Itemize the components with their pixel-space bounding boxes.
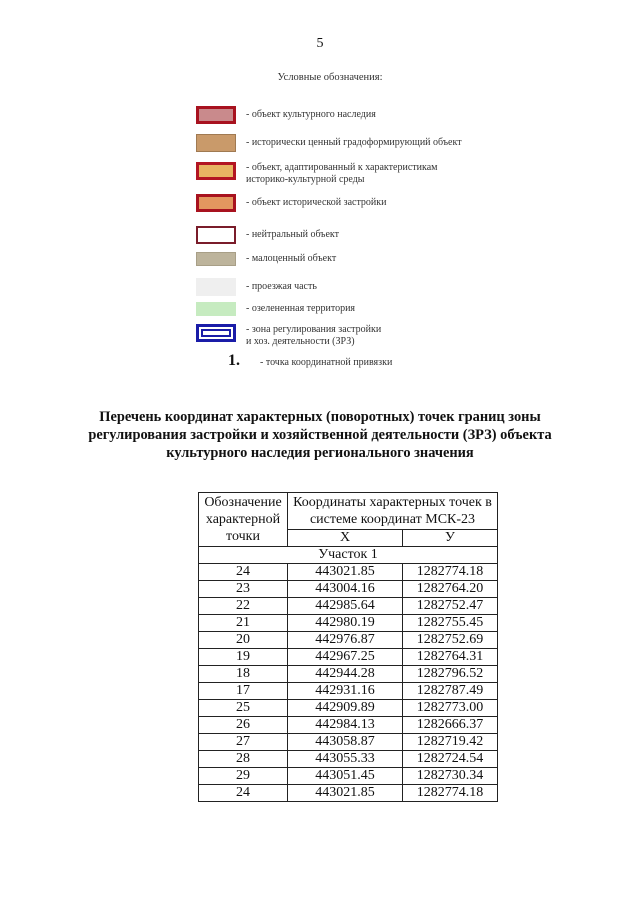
- table-row: [199, 734, 498, 751]
- table-row: [199, 785, 498, 802]
- legend-label: - зона регулирования застройки и хоз. деятельности (ЗРЗ): [246, 324, 382, 347]
- legend-item-adapted: [196, 162, 546, 186]
- y-coordinate-cell: 1282755.45: [403, 615, 498, 632]
- legend-item-point: [228, 352, 392, 370]
- y-coordinate-cell: 1282764.31: [403, 649, 498, 666]
- point-number-cell: 21: [199, 615, 288, 632]
- table-row: [199, 666, 498, 683]
- point-number-cell: 24: [199, 564, 288, 581]
- road-swatch: [196, 278, 236, 296]
- x-coordinate-cell: 443058.87: [288, 734, 403, 751]
- y-coordinate-cell: 1282774.18: [403, 785, 498, 802]
- x-coordinate-cell: 443051.45: [288, 768, 403, 785]
- section-cell: Участок 1: [199, 547, 498, 564]
- legend-item-historic: [196, 194, 546, 212]
- table-header-row: [199, 493, 498, 530]
- y-coordinate-cell: 1282752.47: [403, 598, 498, 615]
- legend-item-valuable: [196, 134, 546, 152]
- legend-item-zrz: [196, 324, 546, 348]
- green-swatch: [196, 302, 236, 316]
- legend-label: - точка координатной привязки: [260, 357, 393, 368]
- point-number-cell: 17: [199, 683, 288, 700]
- coordinates-table: [198, 492, 498, 802]
- legend-label: - нейтральный объект: [246, 229, 340, 240]
- x-coordinate-cell: 442985.64: [288, 598, 403, 615]
- point-number-cell: 20: [199, 632, 288, 649]
- legend-item-heritage: [196, 106, 546, 124]
- header-point-cell: Обозначение характерной точки: [199, 493, 288, 547]
- legend-item-lowvalue: [196, 252, 546, 266]
- header-y-cell: У: [403, 530, 498, 547]
- y-coordinate-cell: 1282719.42: [403, 734, 498, 751]
- historic-swatch: [196, 194, 236, 212]
- point-number-cell: 29: [199, 768, 288, 785]
- legend-label: - объект, адаптированный к характеристикам историко-культурной среды: [246, 162, 438, 185]
- legend-label: - исторически ценный градоформирующий объект: [246, 137, 462, 148]
- lowvalue-swatch: [196, 252, 236, 266]
- table-row: [199, 768, 498, 785]
- heritage-swatch: [196, 106, 236, 124]
- x-coordinate-cell: 442976.87: [288, 632, 403, 649]
- x-coordinate-cell: 443055.33: [288, 751, 403, 768]
- table-row: [199, 564, 498, 581]
- table-row: [199, 751, 498, 768]
- x-coordinate-cell: 443021.85: [288, 564, 403, 581]
- point-number-cell: 26: [199, 717, 288, 734]
- legend-item-road: [196, 278, 546, 296]
- table-section-row: [199, 547, 498, 564]
- point-number-cell: 23: [199, 581, 288, 598]
- x-coordinate-cell: 442967.25: [288, 649, 403, 666]
- legend-item-neutral: [196, 226, 546, 244]
- point-number-cell: 27: [199, 734, 288, 751]
- y-coordinate-cell: 1282724.54: [403, 751, 498, 768]
- point-number-cell: 18: [199, 666, 288, 683]
- table-row: [199, 598, 498, 615]
- table-row: [199, 683, 498, 700]
- legend-label: - проезжая часть: [246, 281, 317, 292]
- zrz-swatch: [196, 324, 236, 342]
- document-heading: Перечень координат характерных (поворотных) точек границ зоны регулирования застройки и хозяйственной деятельности (ЗРЗ) объекта культурного наследия регионального значения: [88, 409, 552, 461]
- x-coordinate-cell: 442980.19: [288, 615, 403, 632]
- point-number-cell: 22: [199, 598, 288, 615]
- legend-item-green: [196, 302, 546, 316]
- adapted-swatch: [196, 162, 236, 180]
- x-coordinate-cell: 442931.16: [288, 683, 403, 700]
- y-coordinate-cell: 1282752.69: [403, 632, 498, 649]
- y-coordinate-cell: 1282730.34: [403, 768, 498, 785]
- x-coordinate-cell: 443004.16: [288, 581, 403, 598]
- neutral-swatch: [196, 226, 236, 244]
- point-marker: 1.: [228, 352, 240, 369]
- header-x-cell: X: [288, 530, 403, 547]
- y-coordinate-cell: 1282666.37: [403, 717, 498, 734]
- y-coordinate-cell: 1282773.00: [403, 700, 498, 717]
- point-number-cell: 19: [199, 649, 288, 666]
- table-row: [199, 649, 498, 666]
- header-coords-cell: Координаты характерных точек в системе координат МСК-23: [288, 493, 498, 530]
- legend-label: - малоценный объект: [246, 253, 337, 264]
- legend-title: Условные обозначения:: [277, 72, 383, 83]
- x-coordinate-cell: 442944.28: [288, 666, 403, 683]
- table-row: [199, 632, 498, 649]
- legend-label: - объект культурного наследия: [246, 109, 376, 120]
- table-row: [199, 700, 498, 717]
- point-number-cell: 25: [199, 700, 288, 717]
- y-coordinate-cell: 1282774.18: [403, 564, 498, 581]
- y-coordinate-cell: 1282787.49: [403, 683, 498, 700]
- page-number: 5: [316, 36, 324, 51]
- x-coordinate-cell: 442984.13: [288, 717, 403, 734]
- table-row: [199, 615, 498, 632]
- y-coordinate-cell: 1282764.20: [403, 581, 498, 598]
- point-number-cell: 24: [199, 785, 288, 802]
- valuable-swatch: [196, 134, 236, 152]
- table-row: [199, 581, 498, 598]
- x-coordinate-cell: 442909.89: [288, 700, 403, 717]
- y-coordinate-cell: 1282796.52: [403, 666, 498, 683]
- legend-label: - озелененная территория: [246, 303, 356, 314]
- point-number-cell: 28: [199, 751, 288, 768]
- table-row: [199, 717, 498, 734]
- legend-label: - объект исторической застройки: [246, 197, 387, 208]
- x-coordinate-cell: 443021.85: [288, 785, 403, 802]
